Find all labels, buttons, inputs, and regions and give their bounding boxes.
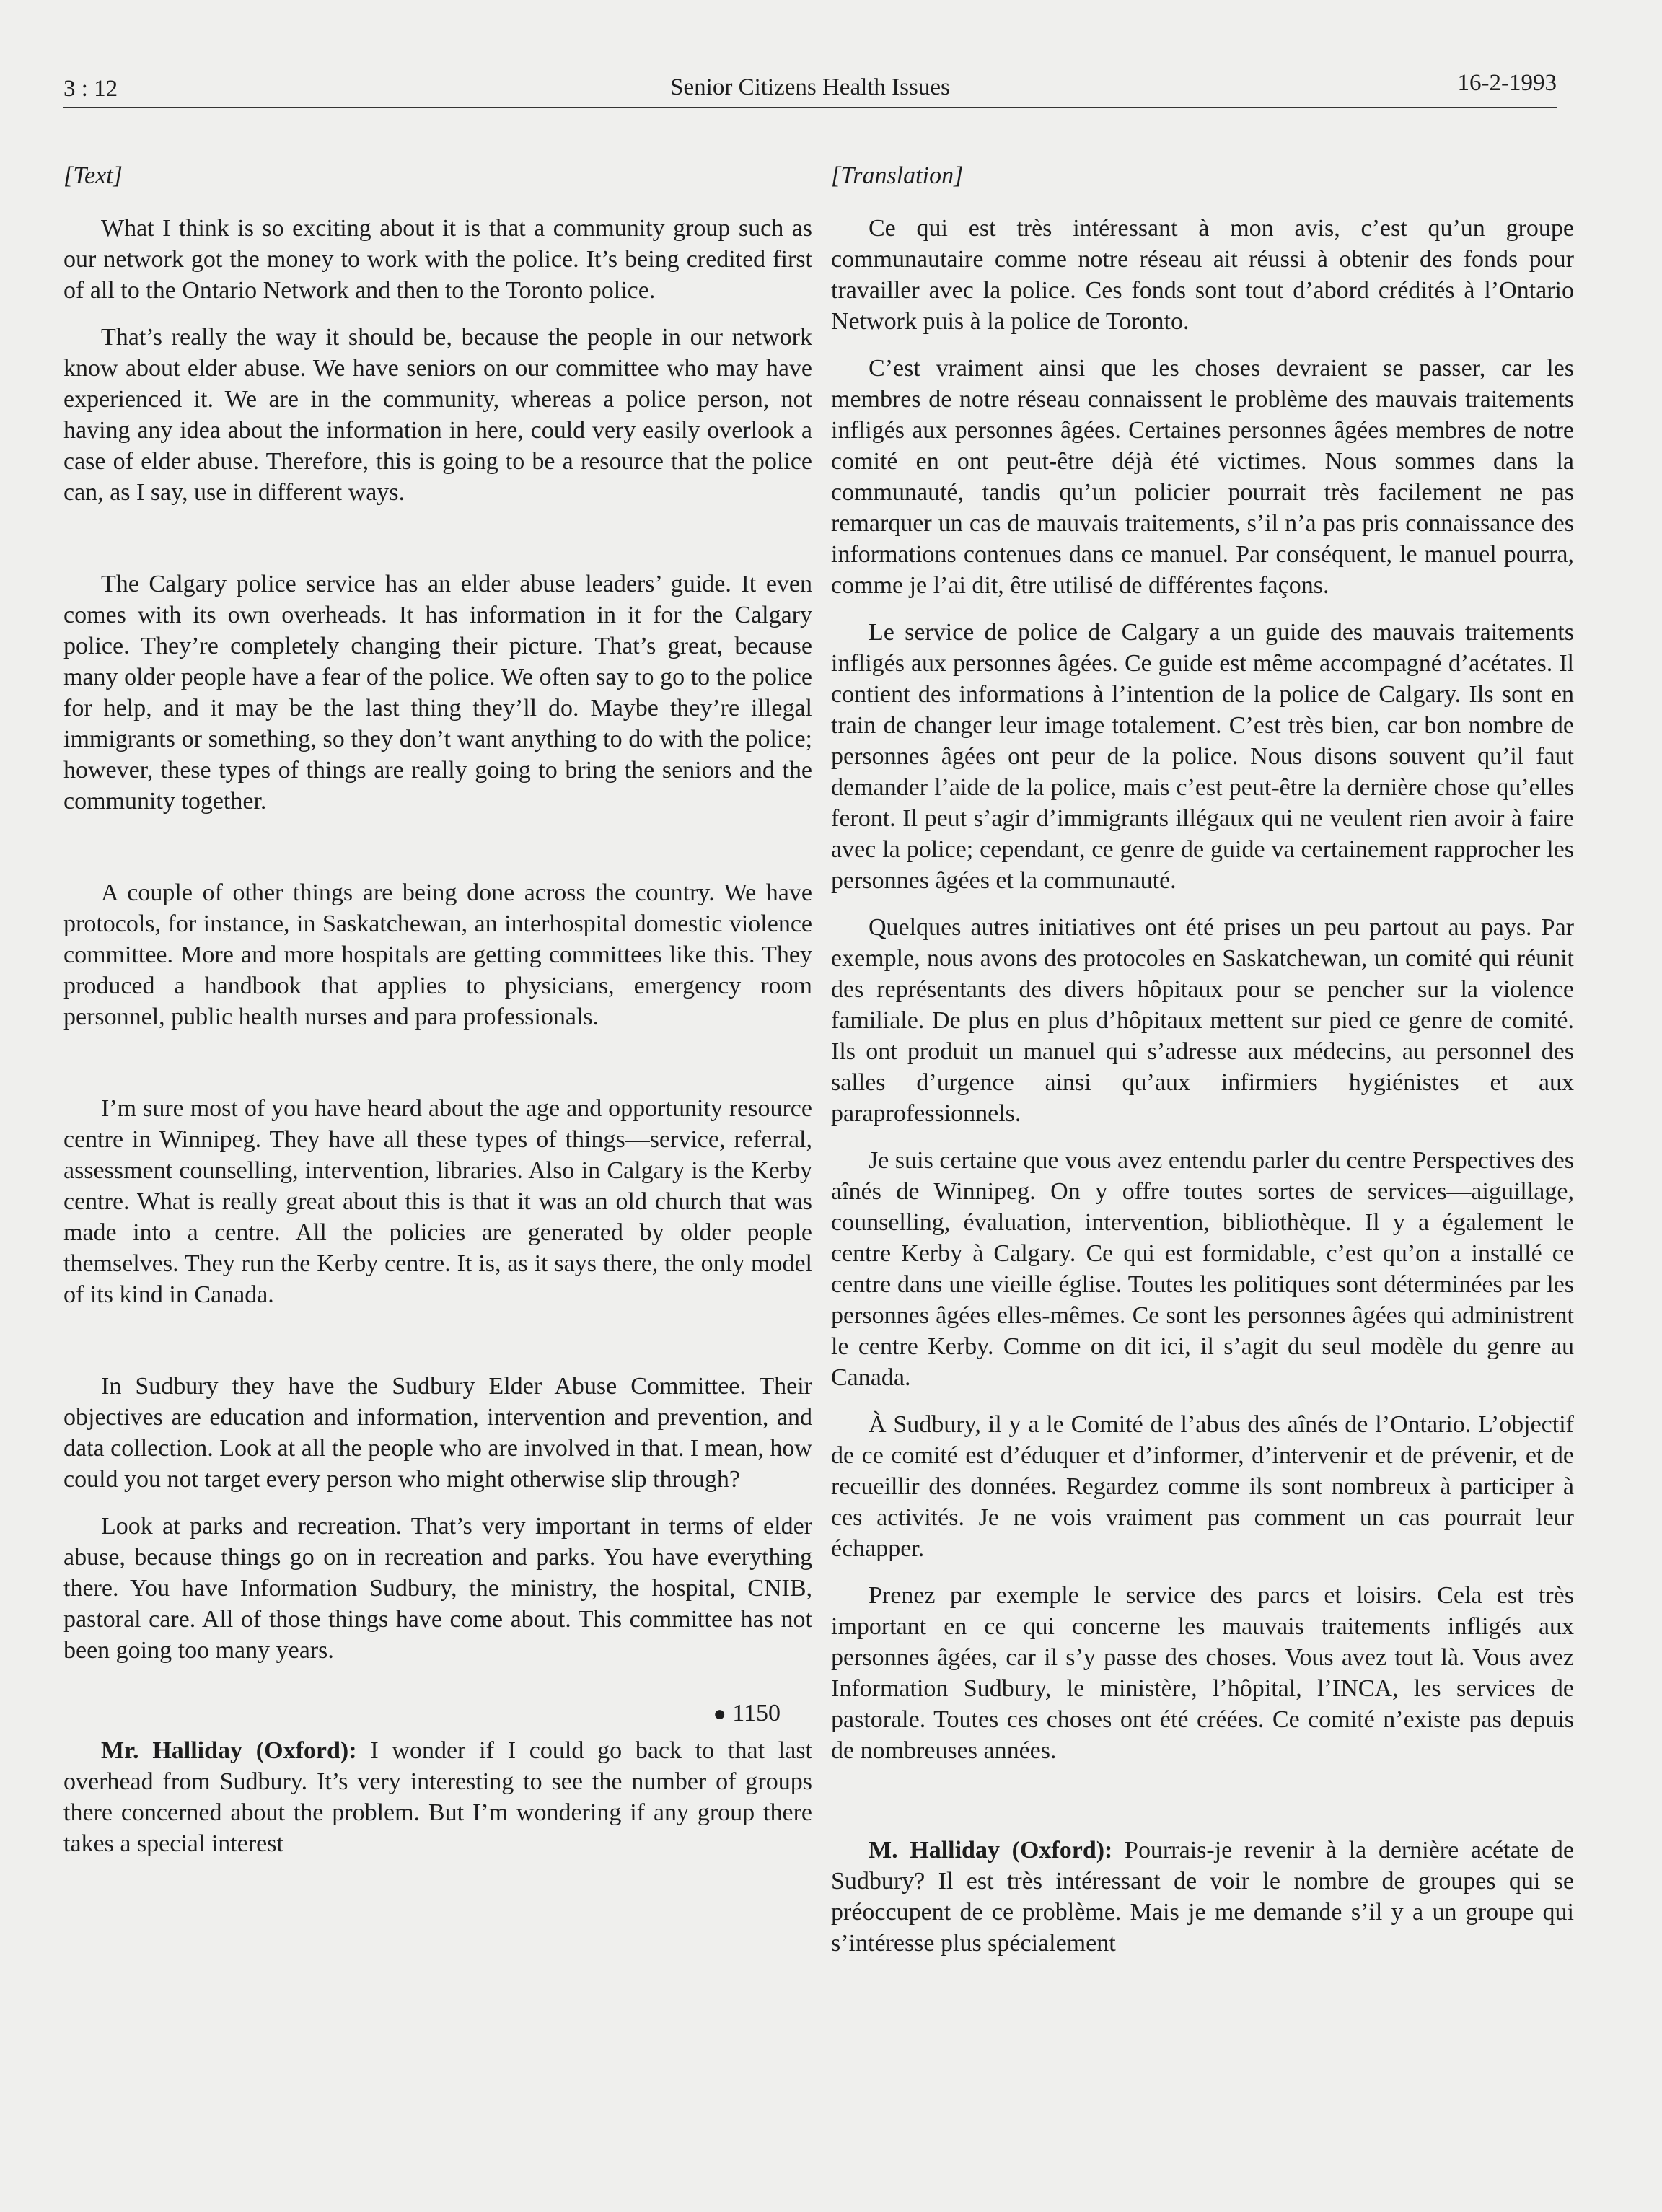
speaker-name: Mr. Halliday (Oxford): bbox=[101, 1737, 357, 1764]
speaker-text: Pourrais-je revenir à la dernière acétate de Sudbury? Il est très intéressant de voir le nombre de groupes qui se préoccupent de ce problème. Mais je me demande s’il y a un groupe qui s’intéresse plus spécialement bbox=[831, 1837, 1574, 1957]
timestamp bbox=[63, 1698, 812, 1729]
speaker-text: I wonder if I could go back to that last overhead from Sudbury. It’s very interesting to see the number of groups there concerned about the problem. But I’m wondering if any group there takes a special interest bbox=[63, 1737, 812, 1857]
paragraph: What I think is so exciting about it is that a community group such as our network got the money to work with the police. It’s being credited first of all to the Ontario Network and then to the Toronto police. bbox=[63, 215, 812, 304]
paragraph: Je suis certaine que vous avez entendu parler du centre Perspectives des aînés de Winnipeg. On y offre toutes sortes de services—aiguillage, counselling, évaluation, intervention, bibliothèque. Il y a également le centre Kerby à Calgary. Ce qui est formidable, c’est qu’on a installé ce centre dans une vieille église. Toutes les politiques sont déterminées par les personnes âgées elles-mêmes. Ce sont les personnes âgées qui administrent le centre Kerby. Comme on dit ici, il s’agit du seul modèle du genre au Canada. bbox=[831, 1147, 1574, 1391]
timestamp-value: 1150 bbox=[732, 1700, 781, 1726]
paragraph bbox=[63, 1735, 812, 1859]
paragraph bbox=[831, 1835, 1574, 1959]
paragraph: Le service de police de Calgary a un guide des mauvais traitements infligés aux personnes âgées. Ce guide est même accompagné d’acétates. Il contient des informations à l’intention de la police de Calgary. Ils sont en train de changer leur image totalement. C’est très bien, car bon nombre de personnes âgées ont peur de la police. Nous disons souvent qu’il faut demander l’aide de la police, mais c’est peut-être la dernière chose qu’elles feront. Il peut s’agir d’immigrants illégaux qui ne veulent rien avoir à faire avec la police; cependant, ce genre de guide va certainement rapprocher les personnes âgées et la communauté. bbox=[831, 619, 1574, 894]
paragraph: C’est vraiment ainsi que les choses devraient se passer, car les membres de notre réseau connaissent le problème des mauvais traitements infligés aux personnes âgées. Certaines personnes âgées membres de notre comité en ont peut-être déjà été victimes. Nous sommes dans la communauté, tandis qu’un policier pourrait très facilement ne pas remarquer un cas de mauvais traitements, s’il n’a pas pris connaissance des informations contenues dans ce manuel. Par conséquent, le manuel pourra, comme je l’ai dit, être utilisé de différentes façons. bbox=[831, 355, 1574, 599]
page-header bbox=[63, 63, 1557, 108]
english-column bbox=[63, 160, 812, 1859]
paragraph: À Sudbury, il y a le Comité de l’abus des aînés de l’Ontario. L’objectif de ce comité est d’éduquer et d’informer, d’intervenir et de prévenir, et de recueillir des données. Regardez comme ils sont nombreux à participer à ces activités. Je ne vois vraiment pas comment un cas pourrait leur échapper. bbox=[831, 1411, 1574, 1562]
paragraph: Look at parks and recreation. That’s very important in terms of elder abuse, because things go on in recreation and parks. You have everything there. You have Information Sudbury, the ministry, the hospital, CNIB, pastoral care. All of those things have come about. This committee has not been going too many years. bbox=[63, 1513, 812, 1664]
running-title: Senior Citizens Health Issues bbox=[670, 74, 950, 100]
paragraph: In Sudbury they have the Sudbury Elder Abuse Committee. Their objectives are education and information, intervention and prevention, and data collection. Look at all the people who are involved in that. I mean, how could you not target every person who might otherwise slip through? bbox=[63, 1373, 812, 1493]
paragraph: That’s really the way it should be, because the people in our network know about elder abuse. We have seniors on our committee who may have experienced it. We are in the community, whereas a police person, not having any idea about the information in here, could very easily overlook a case of elder abuse. Therefore, this is going to be a resource that the police can, as I say, use in different ways. bbox=[63, 324, 812, 506]
paragraph: The Calgary police service has an elder abuse leaders’ guide. It even comes with its own overheads. It has information in it for the Calgary police. They’re completely changing their picture. That’s great, because many older people have a fear of the police. We often say to go to the police for help, and it may be the last thing they’ll do. Maybe they’re illegal immigrants or something, so they don’t want anything to do with the police; however, these types of things are really going to bring the seniors and the community together. bbox=[63, 571, 812, 815]
page-number: 3 : 12 bbox=[63, 76, 118, 102]
column-label: [Translation] bbox=[831, 162, 964, 189]
timestamp-spacer bbox=[831, 1766, 1574, 1835]
paragraph: Prenez par exemple le service des parcs et loisirs. Cela est très important en ce qui concerne les mauvais traitements infligés aux personnes âgées, car il s’y passe des choses. Vous avez tout là. Vous avez Information Sudbury, le ministère, l’hôpital, l’INCA, les services de pastorale. Toutes ces choses ont été créées. Ce comité n’existe pas depuis de nombreuses années. bbox=[831, 1582, 1574, 1764]
column-label: [Text] bbox=[63, 162, 123, 189]
bullet-icon: ● bbox=[713, 1702, 726, 1726]
paragraph: Quelques autres initiatives ont été prises un peu partout au pays. Par exemple, nous avons des protocoles en Saskatchewan, un comité qui réunit des représentants des divers hôpitaux pour se pencher sur la violence familiale. De plus en plus d’hôpitaux mettent sur pied ce genre de comité. Ils ont produit un manuel qui s’adresse aux médecins, au personnel des salles d’urgence ainsi qu’aux infirmiers hygiénistes et aux paraprofessionnels. bbox=[831, 914, 1574, 1127]
speaker-name: M. Halliday (Oxford): bbox=[869, 1837, 1113, 1864]
paragraph: Ce qui est très intéressant à mon avis, c’est qu’un groupe communautaire comme notre réseau ait réussi à obtenir des fonds pour travailler avec la police. Ces fonds sont tout d’abord crédités à l’Ontario Network puis à la police de Toronto. bbox=[831, 215, 1574, 335]
paragraph: I’m sure most of you have heard about the age and opportunity resource centre in Winnipeg. They have all these types of things—service, referral, assessment counselling, intervention, libraries. Also in Calgary is the Kerby centre. What is really great about this is that it was an old church that was made into a centre. All the policies are generated by older people themselves. They run the Kerby centre. It is, as it says there, the only model of its kind in Canada. bbox=[63, 1095, 812, 1308]
french-column bbox=[831, 160, 1574, 1959]
header-date: 16-2-1993 bbox=[1457, 70, 1557, 96]
paragraph: A couple of other things are being done across the country. We have protocols, for instance, in Saskatchewan, an interhospital domestic violence committee. More and more hospitals are getting committees like this. They produced a handbook that applies to physicians, emergency room personnel, public health nurses and para professionals. bbox=[63, 879, 812, 1030]
